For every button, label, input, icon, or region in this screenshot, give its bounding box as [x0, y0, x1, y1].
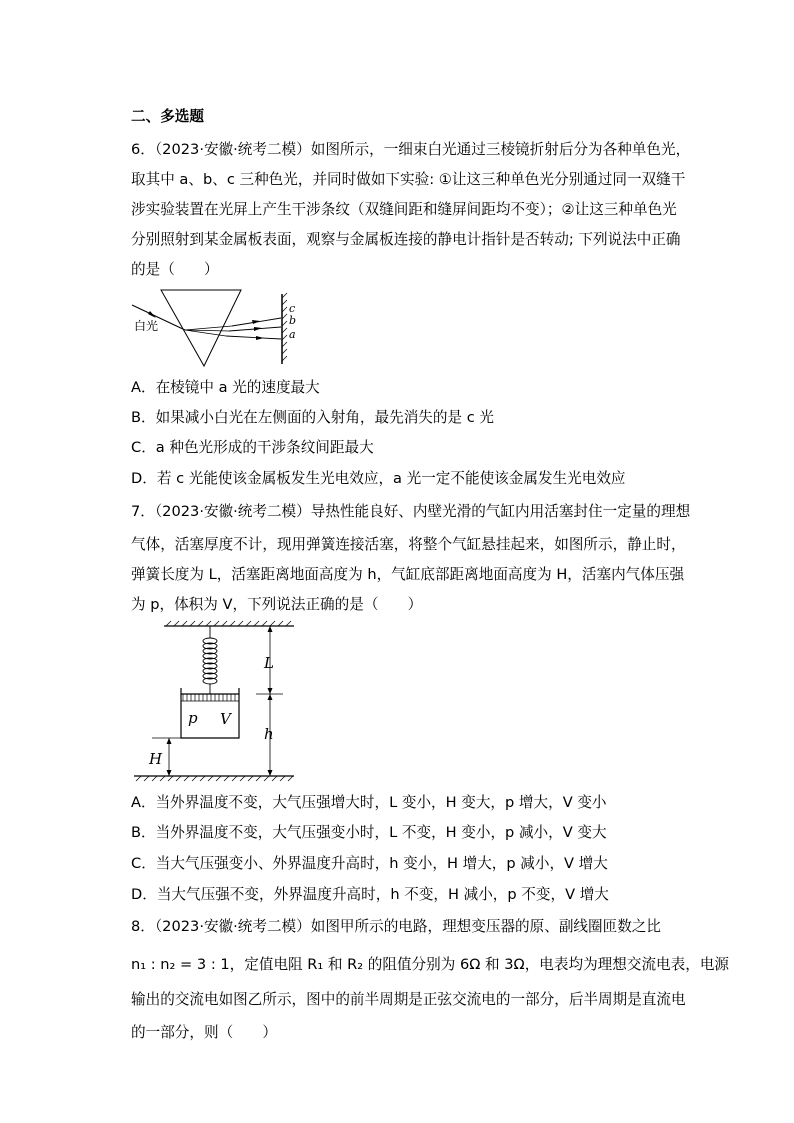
- incident-arrow: [148, 311, 156, 318]
- label-p: p: [188, 709, 198, 727]
- q8-line-2: n₁ : n₂ = 3 : 1，定值电阻 R₁ 和 R₂ 的阻值分别为 6Ω 和 3Ω，电表均为理想交流电表，电源: [131, 956, 730, 973]
- q7-option-a: A．当外界温度不变，大气压强增大时，L 变小，H 变大，p 增大，V 变小: [131, 794, 607, 811]
- cylinder-figure: [128, 618, 300, 786]
- label-H: H: [149, 750, 163, 768]
- q7-line-4: 为 p，体积为 V，下列说法正确的是（ ）: [131, 596, 423, 613]
- q7-line-2: 气体，活塞厚度不计，现用弹簧连接活塞，将整个气缸悬挂起来，如图所示，静止时，: [131, 536, 686, 553]
- q8-line-4: 的一部分，则（ ）: [131, 1024, 277, 1041]
- label-c: c: [289, 302, 296, 315]
- ceiling-hatching: [166, 621, 291, 626]
- q7-line-1: 7．（2023·安徽·统考二模）导热性能良好、内壁光滑的气缸内用活塞封住一定量的理想: [131, 503, 691, 520]
- ray-a: [226, 336, 281, 339]
- q6-option-b: B．如果减小白光在左侧面的入射角，最先消失的是 c 光: [131, 409, 494, 426]
- label-V: V: [220, 710, 231, 728]
- label-L: L: [264, 654, 274, 672]
- label-a: a: [289, 328, 296, 341]
- inner-ray-c: [185, 326, 232, 330]
- q6-line-4: 分别照射到某金属板表面，观察与金属板连接的静电计指针是否转动; 下列说法中正确: [131, 231, 681, 248]
- q7-option-b: B．当外界温度不变，大气压强变小时，L 不变，H 变小，p 减小，V 变大: [131, 824, 607, 841]
- q7-option-d: D．当大气压强不变，外界温度升高时，h 不变，H 减小，p 不变，V 增大: [131, 886, 609, 903]
- q7-line-3: 弹簧长度为 L，活塞距离地面高度为 h，气缸底部距离地面高度为 H，活塞内气体压强: [131, 566, 685, 583]
- label-b: b: [289, 314, 297, 327]
- q6-line-5: 的是（ ）: [131, 261, 219, 278]
- q7-option-c: C．当大气压强变小、外界温度升高时，h 变小，H 增大，p 减小，V 增大: [131, 855, 608, 872]
- prism-figure: [128, 288, 308, 370]
- ground-hatching: [136, 776, 293, 781]
- q6-option-c: C．a 种色光形成的干涉条纹间距最大: [131, 439, 374, 456]
- arrow-a: [256, 336, 264, 340]
- prism: [161, 290, 241, 366]
- q6-line-1: 6．（2023·安徽·统考二模）如图所示，一细束白光通过三棱镜折射后分为各种单色光，: [131, 141, 691, 158]
- spring: [203, 626, 217, 694]
- q6-option-d: D．若 c 光能使该金属板发生光电效应，a 光一定不能使该金属发生光电效应: [131, 470, 626, 487]
- label-h: h: [264, 725, 274, 743]
- q8-line-1: 8．（2023·安徽·统考二模）如图甲所示的电路，理想变压器的原、副线圈匝数之比: [131, 918, 661, 935]
- section-title: 二、多选题: [131, 108, 204, 125]
- q6-line-3: 涉实验装置在光屏上产生干涉条纹（双缝间距和缝屏间距均不变）；②让这三种单色光: [131, 201, 677, 218]
- white-light-label: 白光: [134, 319, 159, 333]
- q8-line-3: 输出的交流电如图乙所示，图中的前半周期是正弦交流电的一部分，后半周期是直流电: [131, 991, 686, 1008]
- piston-hatching: [183, 694, 235, 701]
- q6-line-2: 取其中 a、b、c 三种色光，并同时做如下实验: ①让这三种单色光分别通过同一双缝干: [131, 171, 686, 188]
- q6-option-a: A．在棱镜中 a 光的速度最大: [131, 379, 320, 396]
